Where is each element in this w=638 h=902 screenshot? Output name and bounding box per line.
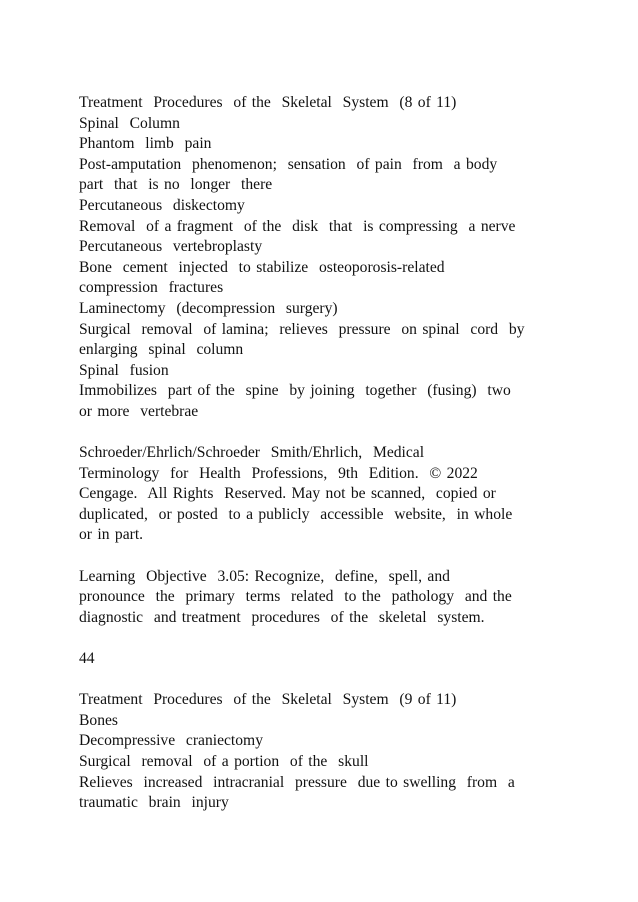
objective-line: pronounce the primary terms related to the pathology and the xyxy=(79,588,512,606)
section-title: Treatment Procedures of the Skeletal System (8 of 11) xyxy=(79,94,457,111)
text-line: Removal of a fragment of the disk that is compressing a nerve xyxy=(79,217,516,235)
text-line: Percutaneous vertebroplasty xyxy=(79,238,263,256)
text-line: Laminectomy (decompression surgery) xyxy=(79,299,338,317)
copyright-line: Terminology for Health Professions, 9th Edition. © 2022 xyxy=(79,464,478,482)
text-line: enlarging spinal column xyxy=(79,341,244,359)
text-line: Spinal Column xyxy=(79,114,180,132)
blank-line xyxy=(79,670,624,691)
blank-line xyxy=(79,423,624,444)
copyright-line: Schroeder/Ehrlich/Schroeder Smith/Ehrlich, Medical xyxy=(79,444,425,462)
text-line: Bone cement injected to stabilize osteoporosis-related xyxy=(79,258,445,276)
copyright-line: duplicated, or posted to a publicly accessible website, in whole xyxy=(79,505,513,523)
text-line: Immobilizes part of the spine by joining together (fusing) two xyxy=(79,382,511,400)
text-line: Phantom limb pain xyxy=(79,135,212,153)
text-line: Decompressive craniectomy xyxy=(79,732,263,750)
objective-line: Learning Objective 3.05: Recognize, define, spell, and xyxy=(79,567,450,585)
text-line: Bones xyxy=(79,711,118,729)
text-line: Post-amputation phenomenon; sensation of pain from a body xyxy=(79,155,498,173)
text-line: or more vertebrae xyxy=(79,402,199,420)
section-title: Treatment Procedures of the Skeletal System (9 of 11) xyxy=(79,691,457,709)
document-page xyxy=(79,93,624,814)
text-line: traumatic brain injury xyxy=(79,794,229,812)
text-line: Percutaneous diskectomy xyxy=(79,196,245,214)
blank-line xyxy=(79,546,624,567)
text-line: part that is no longer there xyxy=(79,176,273,194)
blank-line xyxy=(79,628,624,649)
text-line: Surgical removal of lamina; relieves pressure on spinal cord by xyxy=(79,320,525,338)
text-line: compression fractures xyxy=(79,279,224,297)
text-line: Spinal fusion xyxy=(79,361,169,379)
page-number: 44 xyxy=(79,650,95,668)
copyright-line: Cengage. All Rights Reserved. May not be scanned, copied or xyxy=(79,485,496,503)
objective-line: diagnostic and treatment procedures of the skeletal system. xyxy=(79,608,485,626)
text-line: Relieves increased intracranial pressure due to swelling from a xyxy=(79,773,515,791)
copyright-line: or in part. xyxy=(79,526,144,544)
text-line: Surgical removal of a portion of the skull xyxy=(79,753,369,770)
